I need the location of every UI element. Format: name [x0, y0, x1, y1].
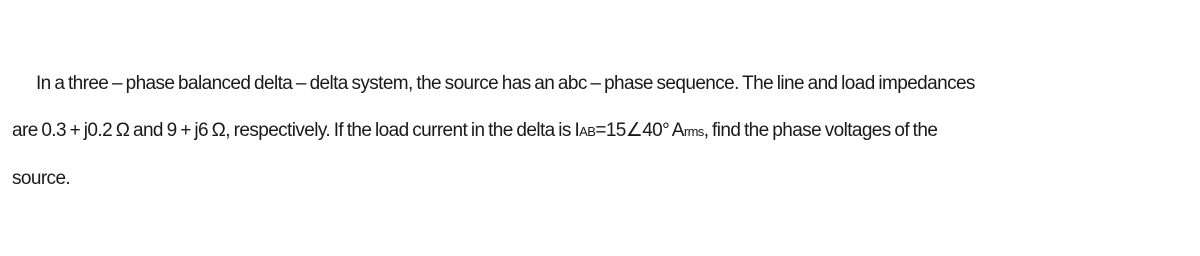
problem-line-2-tail: , find the phase voltages of the	[703, 120, 938, 141]
problem-line-2-text: are 0.3 + j0.2 Ω and 9 + j6 Ω, respectively. If the load current in the delta is	[12, 120, 571, 141]
clipped-text-fragment	[0, 0, 1200, 4]
current-subscript: AB	[579, 124, 596, 139]
current-unit: A	[671, 120, 684, 141]
problem-line-3: source.	[12, 168, 71, 189]
problem-statement	[12, 60, 1192, 202]
current-symbol: I	[574, 120, 580, 141]
problem-line-1: In a three – phase balanced delta – delta system, the source has an abc – phase sequence. The line and load impedances	[36, 73, 975, 94]
problem-line-2	[12, 107, 1192, 155]
current-unit-subscript: rms	[683, 124, 704, 139]
current-value: =15∠40°	[595, 120, 670, 141]
